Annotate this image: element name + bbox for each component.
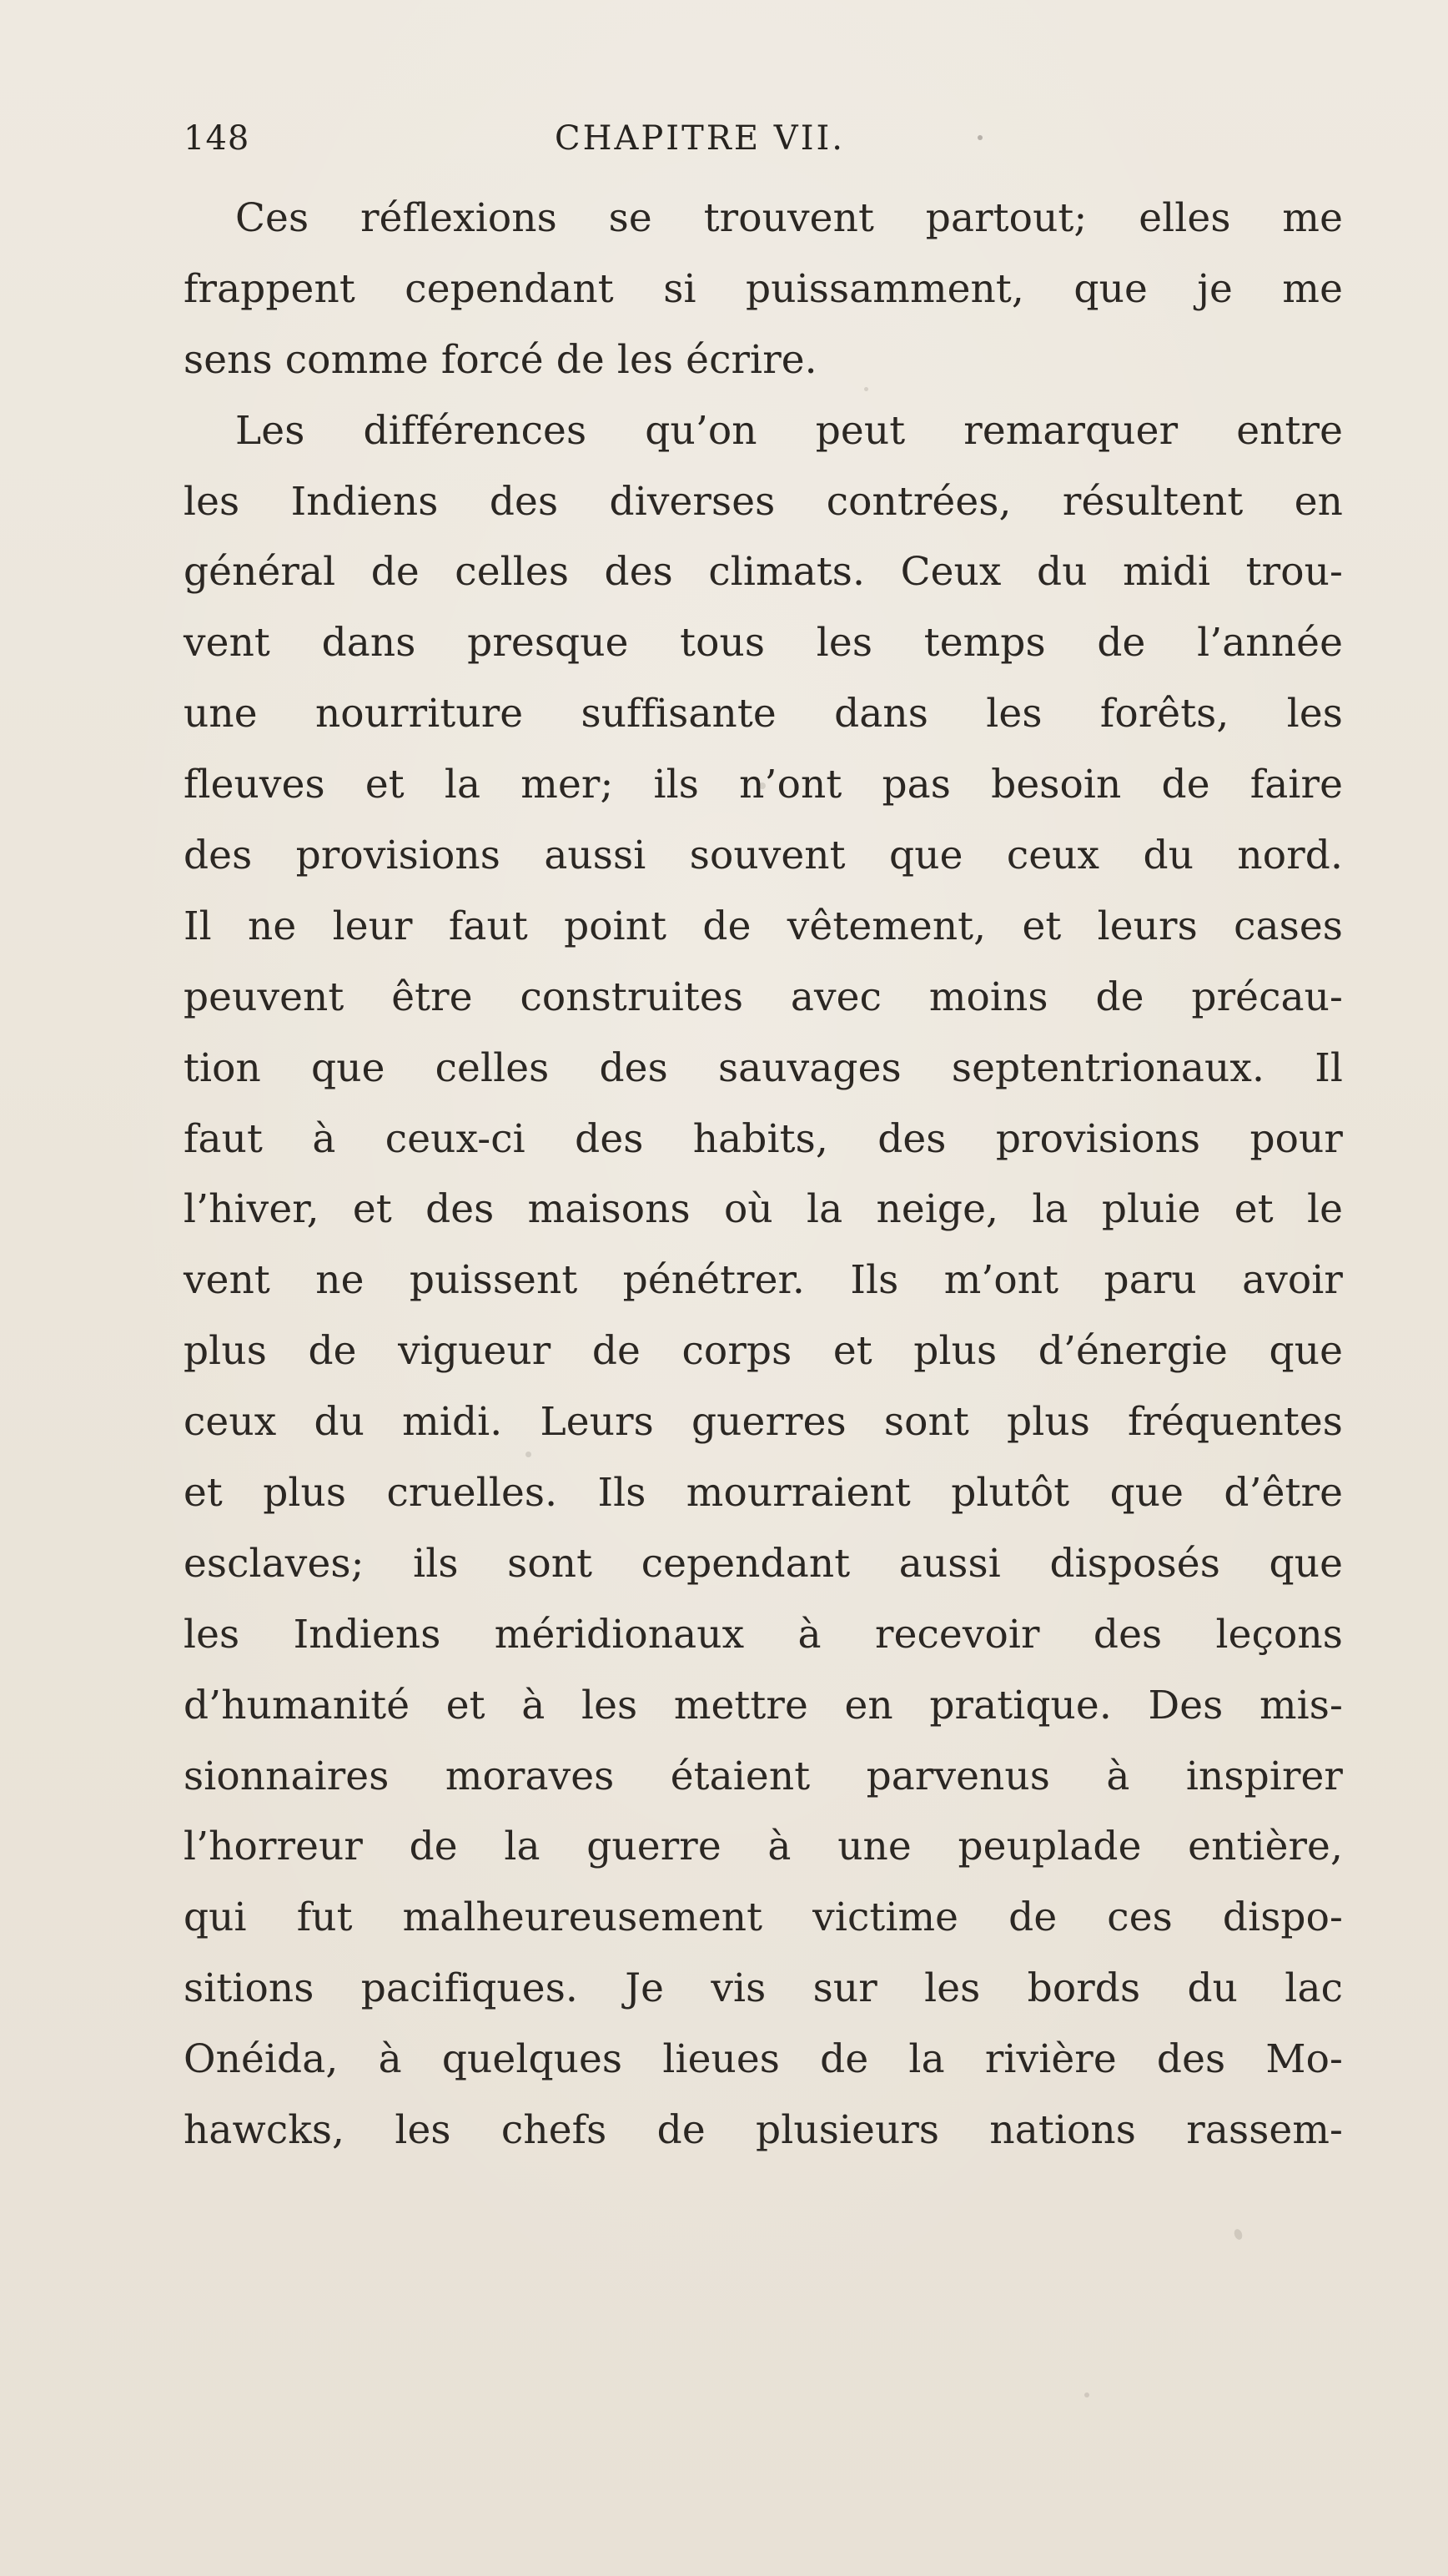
text-line-11: Il ne leur faut point de vêtement, et leurs cases (184, 903, 1343, 949)
text-line-21: les Indiens méridionaux à recevoir des leçons (184, 1611, 1343, 1658)
text-line-17: plus de vigueur de corps et plus d’énergie que (184, 1328, 1343, 1375)
text-line-26: sitions pacifiques. Je vis sur les bords du lac (184, 1965, 1343, 2012)
text-line-22: d’humanité et à les mettre en pratique. Des mis- (184, 1682, 1343, 1728)
text-line-16: vent ne puissent pénétrer. Ils m’ont paru avoir (184, 1257, 1343, 1304)
paper-speck (864, 387, 868, 391)
paper-speck (759, 782, 766, 789)
text-line-27: Onéida, à quelques lieues de la rivière des Mo- (184, 2036, 1343, 2083)
text-line-10: des provisions aussi souvent que ceux du nord. (184, 833, 1343, 879)
text-line-20: esclaves; ils sont cependant aussi disposés que (184, 1540, 1343, 1587)
text-line-18: ceux du midi. Leurs guerres sont plus fréquentes (184, 1399, 1343, 1446)
text-line-25: qui fut malheureusement victime de ces dispo- (184, 1894, 1343, 1941)
page-number: 148 (184, 119, 250, 158)
running-head: CHAPITRE VII. (555, 119, 846, 158)
text-line-15: l’hiver, et des maisons où la neige, la pluie et le (184, 1186, 1343, 1233)
text-line-6: général de celles des climats. Ceux du midi trou- (184, 549, 1343, 596)
text-line-12: peuvent être construites avec moins de précau- (184, 974, 1343, 1020)
text-line-28: hawcks, les chefs de plusieurs nations rassem- (184, 2107, 1343, 2154)
text-line-8: une nourriture suffisante dans les forêts, les (184, 691, 1343, 737)
text-line-9: fleuves et la mer; ils n’ont pas besoin de faire (184, 762, 1343, 808)
text-line-7: vent dans presque tous les temps de l’année (184, 620, 1343, 667)
text-line-23: sionnaires moraves étaient parvenus à inspirer (184, 1753, 1343, 1799)
text-line-3: sens comme forcé de les écrire. (184, 336, 817, 383)
text-line-14: faut à ceux-ci des habits, des provisions pour (184, 1115, 1343, 1162)
ink-dot (978, 135, 983, 140)
body-text (184, 184, 1343, 2166)
text-line-2: frappent cependant si puissamment, que je me (184, 265, 1343, 312)
text-line-19: et plus cruelles. Ils mourraient plutôt que d’être (184, 1470, 1343, 1517)
text-line-24: l’horreur de la guerre à une peuplade entière, (184, 1824, 1343, 1870)
paper-speck (525, 1452, 531, 1457)
page-header (184, 115, 1343, 174)
paper-speck (1084, 2392, 1089, 2397)
text-line-13: tion que celles des sauvages septentrionaux. Il (184, 1044, 1343, 1091)
text-line-5: les Indiens des diverses contrées, résultent en (184, 478, 1343, 525)
text-line-4: Les différences qu’on peut remarquer entre (235, 407, 1343, 454)
text-line-1: Ces réflexions se trouvent partout; elles me (235, 195, 1343, 241)
paper-speck (1233, 2228, 1244, 2241)
